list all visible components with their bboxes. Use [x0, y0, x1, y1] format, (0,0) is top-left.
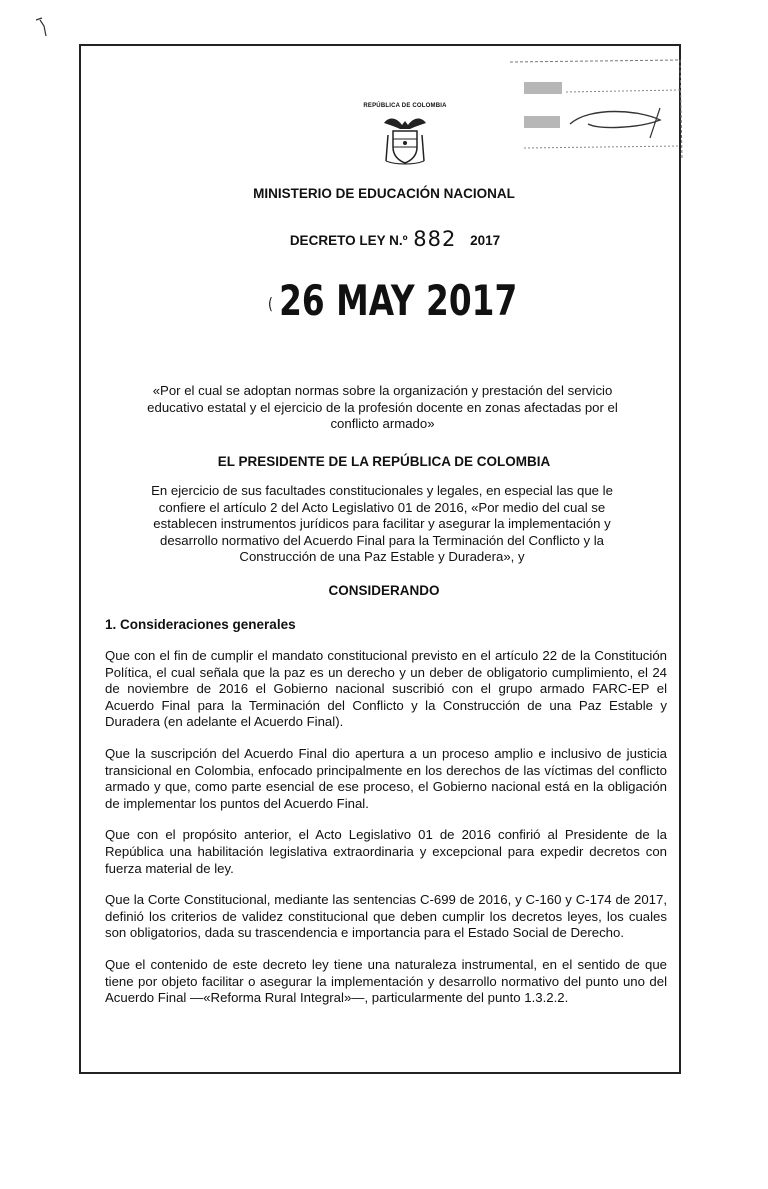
decree-year: 2017 — [470, 233, 501, 248]
ministry-heading: MINISTERIO DE EDUCACIÓN NACIONAL — [253, 186, 515, 201]
colombia-coat-of-arms-icon — [380, 113, 430, 167]
date-stamp: ( 26 MAY 2017 — [268, 276, 518, 325]
considerando-heading: CONSIDERANDO — [328, 583, 440, 598]
country-label: REPÚBLICA DE COLOMBIA — [363, 103, 447, 109]
preamble: En ejercicio de sus facultades constitucionales y legales, en especial las que le confiere el artículo 2 del Acto Legislativo 01 de 2016, «Por medio del cual se establecen instrumentos jurídicos para facilitar y asegurar la implementación y desarrollo normativo del Acuerdo Final para la Terminación del Conflicto y la Construcción de una Paz Estable y Duradera», y — [151, 483, 613, 564]
paragraph: Que la Corte Constitucional, mediante las sentencias C-699 de 2016, y C-160 y C-174 de 2017, definió los criterios de validez constitucional que deben cumplir los decretos leyes, los cuales son obligatorios, dada su trascendencia e importancia para el Estado Social de Derecho. — [105, 892, 667, 941]
paragraph: Que con el fin de cumplir el mandato constitucional previsto en el artículo 22 de la Constitución Política, el cual señala que la paz es un derecho y un deber de obligatorio cumplimiento, el 24 de noviembre de 2016 el Gobierno nacional suscribió con el grupo armado FARC-EP el Acuerdo Final para la Terminación del Conflicto y la Construcción de una Paz Estable y Duradera (en adelante el Acuerdo Final). — [105, 648, 667, 730]
reception-stamp-icon — [510, 20, 700, 160]
decree-label: DECRETO LEY N.º — [289, 233, 408, 248]
president-heading: EL PRESIDENTE DE LA REPÚBLICA DE COLOMBIA — [217, 454, 551, 469]
considerations-body — [105, 648, 667, 1022]
decree-number: 882 — [413, 227, 457, 251]
decree-heading — [265, 226, 525, 250]
decree-title: «Por el cual se adoptan normas sobre la organización y prestación del servicio educativo estatal y el ejercicio de la profesión docente en zonas afectadas por el conflicto armado» — [147, 383, 618, 431]
paragraph: Que la suscripción del Acuerdo Final dio apertura a un proceso amplio e inclusivo de justicia transicional en Colombia, enfocado principalmente en los derechos de las víctimas del conflicto armado y que, como parte esencial de ese proceso, el Gobierno nacional está en la obligación de implementar los puntos del Acuerdo Final. — [105, 745, 667, 811]
paragraph: Que con el propósito anterior, el Acto Legislativo 01 de 2016 confirió al Presidente de la República una habilitación legislativa extraordinaria y excepcional para expedir decretos con fuerza material de ley. — [105, 827, 667, 876]
date-stamp-text: 26 MAY 2017 — [279, 276, 518, 325]
paragraph: Que el contenido de este decreto ley tiene una naturaleza instrumental, en el sentido de que tiene por objeto facilitar o asegurar la implementación y desarrollo normativo del punto uno del Acuerdo Final —«Reforma Rural Integral»—, particularmente del punto 1.3.2.2. — [105, 956, 667, 1006]
section-heading: 1. Consideraciones generales — [105, 617, 296, 632]
scan-artifact-icon — [30, 14, 60, 38]
